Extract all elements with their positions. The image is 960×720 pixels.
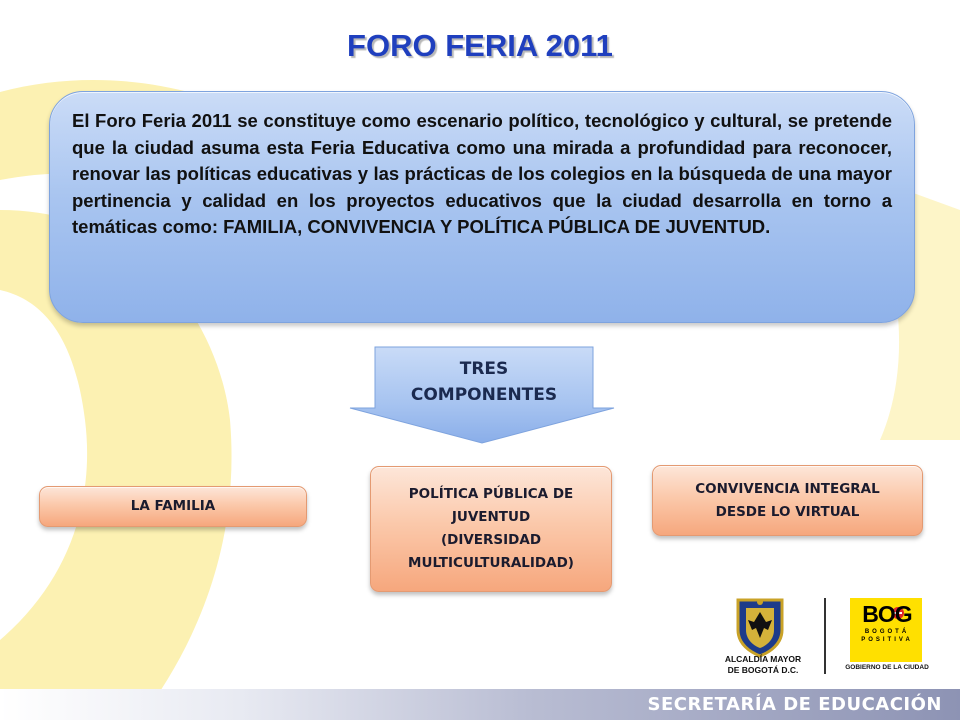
bog-sub-line-2: POSITIVA [861, 637, 913, 643]
arrow-label [375, 356, 593, 408]
page-title: FORO FERIA 2011 [347, 28, 613, 63]
component-2-line-1: POLÍTICA PÚBLICA DE [408, 486, 574, 502]
alcaldia-line-2: DE BOGOTÁ D.C. [727, 665, 799, 675]
arrow-label-line-1: TRES [459, 359, 509, 379]
component-3-line-2: DESDE LO VIRTUAL [715, 503, 860, 520]
component-1-line-1: LA FAMILIA [130, 498, 216, 514]
footer-bar [0, 689, 960, 720]
coat-of-arms-icon [738, 599, 782, 656]
component-2-line-3: (DIVERSIDAD [440, 532, 542, 548]
description-box [49, 91, 915, 323]
bog-sub-line-1: BOGOTÁ [864, 629, 910, 635]
component-la-familia [39, 486, 307, 527]
bog-subtitle [852, 628, 922, 644]
arrow-label-line-2: COMPONENTES [410, 385, 558, 405]
gobierno-text: GOBIERNO DE LA CIUDAD [845, 664, 929, 671]
component-convivencia-integral [652, 465, 923, 536]
component-3-line-1: CONVIVENCIA INTEGRAL [695, 480, 880, 497]
description-text: El Foro Feria 2011 se constituye como escenario político, tecnológico y cultural, se pretende que la ciudad asuma esta Feria Educativa como una mirada a profundidad para reconocer, renovar las políticas educativas y las prácticas de los colegios en la búsqueda de una mayor pertinencia y calidad en los proyectos educativos que la ciudad desarrolla en torno a temáticas como: FAMILIA, CONVIVENCIA Y POLÍTICA PÚBLICA DE JUVENTUD. [72, 110, 892, 237]
bog-logo-text: BOG [862, 601, 912, 627]
alcaldia-logo-text [710, 654, 816, 676]
component-politica-publica [370, 466, 612, 592]
component-2-line-4: MULTICULTURALIDAD) [408, 555, 574, 571]
alcaldia-line-1: ALCALDÍA MAYOR [724, 654, 802, 664]
component-2-line-2: JUVENTUD [451, 509, 531, 525]
footer-label: SECRETARÍA DE EDUCACIÓN [647, 694, 942, 715]
